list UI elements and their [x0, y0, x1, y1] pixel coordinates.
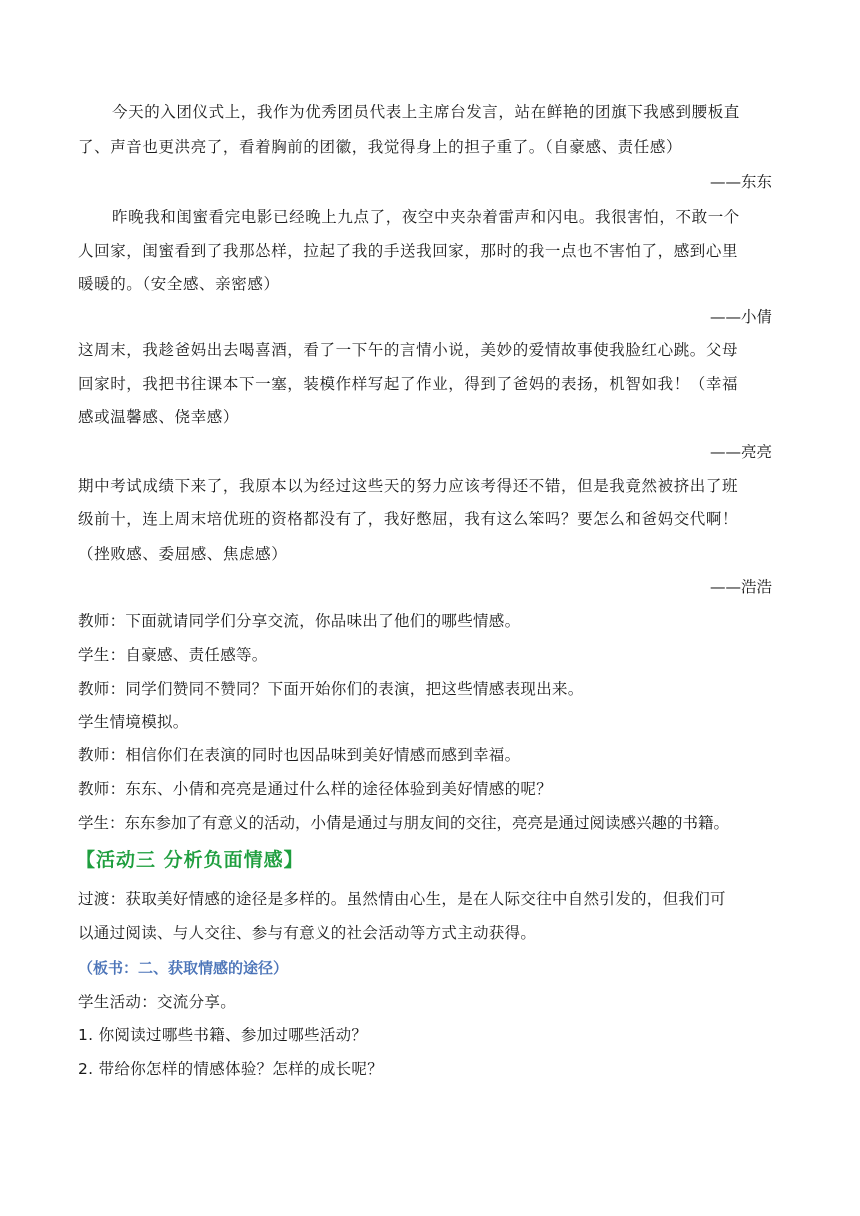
story-line: 暖暖的。（安全感、亲密感）	[78, 275, 280, 293]
dialogue-line: 教师：相信你们在表演的同时也因品味到美好情感而感到幸福。	[78, 746, 521, 764]
section-heading: 【活动三 分析负面情感】	[76, 849, 304, 871]
story-line: 昨晚我和闺蜜看完电影已经晚上九点了，夜空中夹杂着雷声和闪电。我很害怕，不敢一个	[112, 208, 740, 226]
dialogue-line: 教师：同学们赞同不赞同？下面开始你们的表演，把这些情感表现出来。	[78, 680, 584, 698]
story-line: 了、声音也更洪亮了，看着胸前的团徽，我觉得身上的担子重了。（自豪感、责任感）	[78, 138, 683, 156]
story-signature: ——小倩	[709, 308, 772, 326]
dialogue-line: 教师：东东、小倩和亮亮是通过什么样的途径体验到美好情感的呢？	[78, 780, 553, 798]
activity-intro: 学生活动：交流分享。	[78, 993, 237, 1011]
story-line: 今天的入团仪式上，我作为优秀团员代表上主席台发言，站在鲜艳的团旗下我感到腰板直	[112, 103, 740, 121]
story-signature: ——浩浩	[709, 578, 772, 596]
story-line: （挫败感、委屈感、焦虑感）	[78, 545, 288, 563]
question-item: 2. 带给你怎样的情感体验？怎样的成长呢？	[78, 1060, 384, 1078]
story-line: 这周末，我趁爸妈出去喝喜酒，看了一下午的言情小说，美妙的爱情故事使我脸红心跳。父母	[78, 341, 739, 359]
board-note: （板书：二、获取情感的途径）	[78, 959, 289, 977]
transition-line: 过渡：获取美好情感的途径是多样的。虽然情由心生，是在人际交往中自然引发的，但我们可	[78, 890, 726, 908]
story-signature: ——东东	[709, 173, 772, 191]
dialogue-line: 学生：东东参加了有意义的活动，小倩是通过与朋友间的交往，亮亮是通过阅读感兴趣的书籍。	[78, 814, 730, 832]
story-line: 人回家，闺蜜看到了我那怂样，拉起了我的手送我回家，那时的我一点也不害怕了，感到心里	[78, 242, 739, 260]
dialogue-line: 学生：自豪感、责任感等。	[78, 646, 268, 664]
question-item: 1. 你阅读过哪些书籍、参加过哪些活动？	[78, 1026, 368, 1044]
story-line: 级前十，连上周末培优班的资格都没有了，我好憋屈，我有这么笨吗？要怎么和爸妈交代啊！	[78, 510, 739, 528]
story-signature: ——亮亮	[709, 443, 772, 461]
dialogue-line: 学生情境模拟。	[78, 713, 189, 731]
story-line: 期中考试成绩下来了，我原本以为经过这些天的努力应该考得还不错，但是我竟然被挤出了班	[78, 477, 739, 495]
transition-line: 以通过阅读、与人交往、参与有意义的社会活动等方式主动获得。	[78, 924, 537, 942]
dialogue-line: 教师：下面就请同学们分享交流，你品味出了他们的哪些情感。	[78, 612, 521, 630]
story-line: 回家时，我把书往课本下一塞，装模作样写起了作业，得到了爸妈的表扬，机智如我！（幸福	[78, 375, 739, 393]
story-line: 感或温馨感、侥幸感）	[78, 408, 240, 426]
